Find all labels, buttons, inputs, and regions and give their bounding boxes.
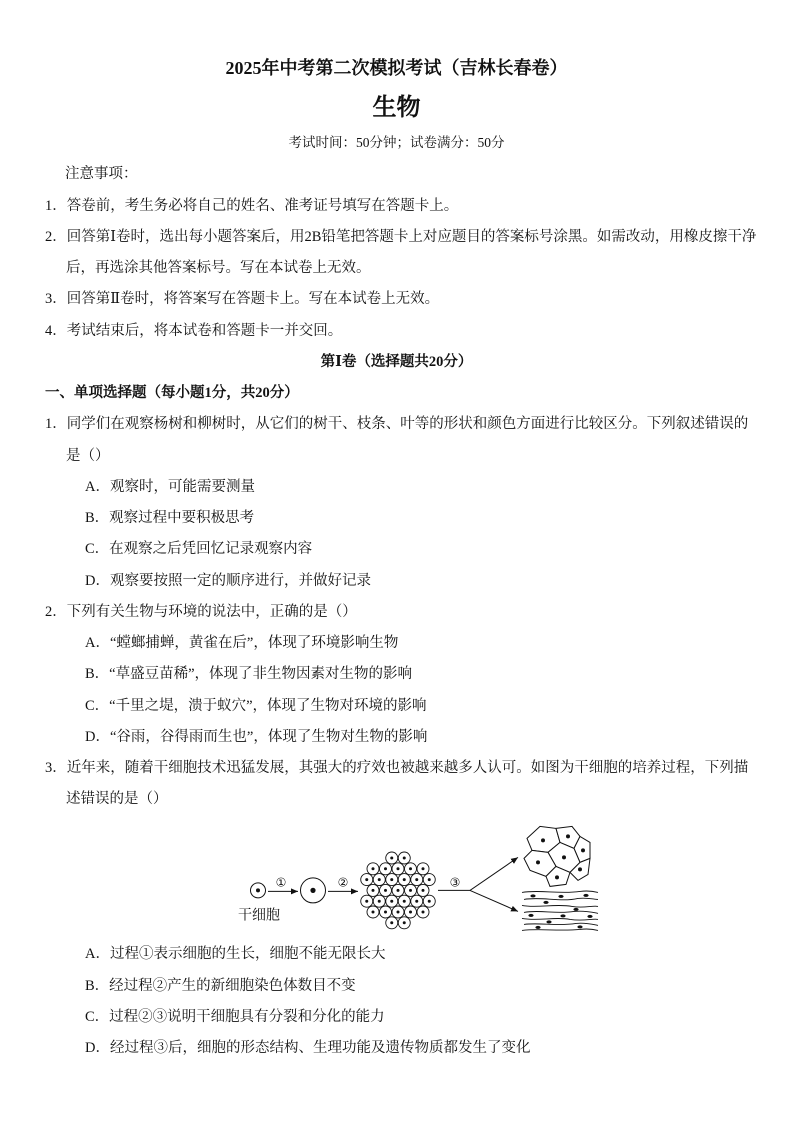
- cluster-cell-nucleus: [403, 856, 406, 859]
- option-label: B．: [85, 510, 110, 527]
- notice-item-text: 考试结束后，将本试卷和答题卡一并交回。: [66, 322, 343, 339]
- cluster-cell-nucleus: [403, 899, 406, 902]
- option-text: 经过程②产生的新细胞染色体数目不变: [109, 977, 356, 994]
- option-text: 过程①表示细胞的生长，细胞不能无限长大: [109, 946, 386, 963]
- cluster-cell-nucleus: [390, 878, 393, 881]
- cluster-cell-nucleus: [390, 899, 393, 902]
- option-label: D．: [85, 728, 110, 745]
- option-d: [0, 1033, 793, 1064]
- option-label: B．: [85, 666, 110, 683]
- exam-body: [0, 159, 793, 1064]
- question-stem: [0, 409, 793, 440]
- fiber-nucleus: [587, 915, 592, 918]
- notice-item-continuation: 后，再选涂其他答案标号。写在本试卷上无效。: [66, 260, 371, 277]
- fiber-nucleus: [558, 895, 563, 898]
- cluster-cell-nucleus: [428, 899, 431, 902]
- cell-nucleus: [541, 838, 545, 842]
- question-stem: [0, 597, 793, 628]
- option-a: [0, 472, 793, 503]
- cell-nucleus: [578, 867, 582, 871]
- fiber-line: [522, 929, 598, 930]
- cell-nucleus: [566, 834, 570, 838]
- cluster-cell-nucleus: [384, 910, 387, 913]
- cluster-cell-nucleus: [397, 867, 400, 870]
- cluster-cell-nucleus: [390, 856, 393, 859]
- notice-item-line: [0, 222, 793, 253]
- process-3-upper-arrow: [470, 857, 518, 890]
- question-text: 下列有关生物与环境的说法中，正确的是（）: [66, 603, 357, 620]
- cluster-cell-nucleus: [422, 867, 425, 870]
- option-a: [0, 628, 793, 659]
- question-text-continuation: 述错误的是（）: [66, 791, 168, 808]
- fiber-nucleus: [528, 914, 533, 917]
- cell-nucleus: [555, 875, 559, 879]
- option-a: [0, 939, 793, 970]
- fiber-line: [522, 891, 598, 892]
- cluster-cell-nucleus: [378, 878, 381, 881]
- section-heading: 一、单项选择题（每小题1分，共20分）: [45, 385, 299, 402]
- notice-item-number: 3．: [45, 291, 67, 308]
- notice-item-number: 4．: [45, 322, 67, 339]
- cluster-cell-nucleus: [403, 878, 406, 881]
- stem-cell-diagram: [0, 816, 793, 940]
- cluster-cell-nucleus: [372, 889, 375, 892]
- option-d: [0, 722, 793, 753]
- cluster-cell-nucleus: [422, 910, 425, 913]
- notice-item-text: 回答第Ⅰ卷时，选出每小题答案后，用2B铅笔把答题卡上对应题目的答案标号涂黑。如需改动，用橡皮擦干净: [66, 228, 757, 245]
- option-text: 观察时，可能需要测量: [109, 478, 255, 495]
- option-text: “千里之堤，溃于蚁穴”，体现了生物对环境的影响: [109, 697, 427, 714]
- question-text: 同学们在观察杨树和柳树时，从它们的树干、枝条、叶等的形状和颜色方面进行比较区分。下列叙述错误的: [66, 416, 749, 433]
- question-1: [0, 409, 793, 597]
- option-d: [0, 566, 793, 597]
- fiber-nucleus: [543, 901, 548, 904]
- cell-cluster: [361, 852, 436, 929]
- cluster-cell-nucleus: [378, 899, 381, 902]
- question-2: [0, 597, 793, 753]
- option-label: A．: [85, 635, 110, 652]
- question-text-continuation: 是（）: [66, 447, 110, 464]
- option-text: 观察过程中要积极思考: [109, 510, 255, 527]
- cluster-cell-nucleus: [365, 878, 368, 881]
- fiber-line: [522, 905, 598, 907]
- option-label: D．: [85, 1040, 110, 1057]
- option-c: [0, 1002, 793, 1033]
- fiber-nucleus: [583, 894, 588, 897]
- fiber-line: [524, 898, 598, 900]
- process-3-lower-arrow: [470, 890, 518, 911]
- option-text: 在观察之后凭回忆记录观察内容: [109, 541, 313, 558]
- option-c: [0, 691, 793, 722]
- notice-item-1: [0, 191, 793, 222]
- option-c: [0, 534, 793, 565]
- option-b: [0, 971, 793, 1002]
- cluster-cell-nucleus: [403, 921, 406, 924]
- question-number: 2．: [45, 603, 67, 620]
- option-label: B．: [85, 977, 110, 994]
- cell-nucleus: [562, 855, 566, 859]
- fiber-nucleus: [530, 894, 535, 897]
- fiber-line: [524, 911, 598, 913]
- exam-info: 考试时间：50分钟；试卷满分：50分: [288, 135, 505, 150]
- stem-cell-nucleus: [256, 888, 260, 892]
- cluster-cell-nucleus: [415, 899, 418, 902]
- cell-nucleus: [581, 848, 585, 852]
- cluster-cell-nucleus: [365, 899, 368, 902]
- fiber-nucleus: [577, 925, 582, 928]
- stem-cell: [251, 883, 266, 898]
- cluster-cell-nucleus: [372, 867, 375, 870]
- subject-title: 生物: [372, 95, 421, 121]
- cluster-cell-nucleus: [390, 921, 393, 924]
- fiber-line: [524, 923, 598, 925]
- option-text: 经过程③后，细胞的形态结构、生理功能及遗传物质都发生了变化: [109, 1040, 531, 1057]
- stem-cell-figure: [0, 816, 793, 940]
- cluster-cell-nucleus: [415, 878, 418, 881]
- stem-cell-label: 干细胞: [238, 908, 280, 924]
- fiber-nucleus: [560, 914, 565, 917]
- option-b: [0, 659, 793, 690]
- option-label: D．: [85, 572, 110, 589]
- cluster-cell-nucleus: [372, 910, 375, 913]
- question-3: [0, 753, 793, 1064]
- exam-title: 2025年中考第二次模拟考试（吉林长春卷）: [225, 58, 568, 78]
- cluster-cell-nucleus: [409, 889, 412, 892]
- question-number: 3．: [45, 760, 67, 777]
- option-label: A．: [85, 478, 110, 495]
- question-text: 近年来，随着干细胞技术迅猛发展，其强大的疗效也被越来越多人认可。如图为干细胞的培养过程，下列描: [66, 760, 749, 777]
- option-label: C．: [85, 1008, 110, 1025]
- option-label: C．: [85, 541, 110, 558]
- notice-item-2: [0, 222, 793, 285]
- cell-nucleus: [536, 860, 540, 864]
- option-label: C．: [85, 697, 110, 714]
- notice-item-3: [0, 284, 793, 315]
- cluster-cell-nucleus: [409, 867, 412, 870]
- grown-cell-nucleus: [310, 887, 315, 892]
- notice-item-number: 2．: [45, 228, 67, 245]
- notice-item-text: 回答第Ⅱ卷时，将答案写在答题卡上。写在本试卷上无效。: [66, 291, 440, 308]
- cluster-cell-nucleus: [422, 889, 425, 892]
- option-text: 观察要按照一定的顺序进行，并做好记录: [109, 572, 371, 589]
- cluster-cell-nucleus: [397, 889, 400, 892]
- fiber-nucleus: [546, 920, 551, 923]
- fiber-nucleus: [573, 908, 578, 911]
- option-text: “草盛豆苗稀”，体现了非生物因素对生物的影响: [109, 666, 413, 683]
- option-text: “螳螂捕蝉，黄雀在后”，体现了环境影响生物: [109, 635, 399, 652]
- notice-item-4: [0, 316, 793, 347]
- notice-item-number: 1．: [45, 197, 67, 214]
- option-text: 过程②③说明干细胞具有分裂和分化的能力: [109, 1008, 385, 1025]
- process-1-label: ①: [275, 875, 287, 890]
- question-stem: [0, 753, 793, 784]
- fiber-line: [522, 918, 598, 920]
- fiber-nucleus: [535, 926, 540, 929]
- option-label: A．: [85, 946, 110, 963]
- process-2-label: ②: [337, 875, 349, 890]
- notice-heading: 注意事项：: [65, 166, 138, 183]
- grown-cell: [301, 878, 326, 903]
- process-3-label: ③: [449, 875, 461, 890]
- cluster-cell-nucleus: [384, 867, 387, 870]
- notice-item-text: 答卷前，考生务必将自己的姓名、准考证号填写在答题卡上。: [66, 197, 459, 214]
- cluster-cell-nucleus: [397, 910, 400, 913]
- cluster-cell-nucleus: [384, 889, 387, 892]
- part1-title: 第Ⅰ卷（选择题共20分）: [320, 353, 473, 370]
- option-text: “谷雨，谷得雨而生也”，体现了生物对生物的影响: [109, 728, 428, 745]
- cluster-cell-nucleus: [409, 910, 412, 913]
- question-number: 1．: [45, 416, 67, 433]
- cluster-cell-nucleus: [428, 878, 431, 881]
- option-b: [0, 503, 793, 534]
